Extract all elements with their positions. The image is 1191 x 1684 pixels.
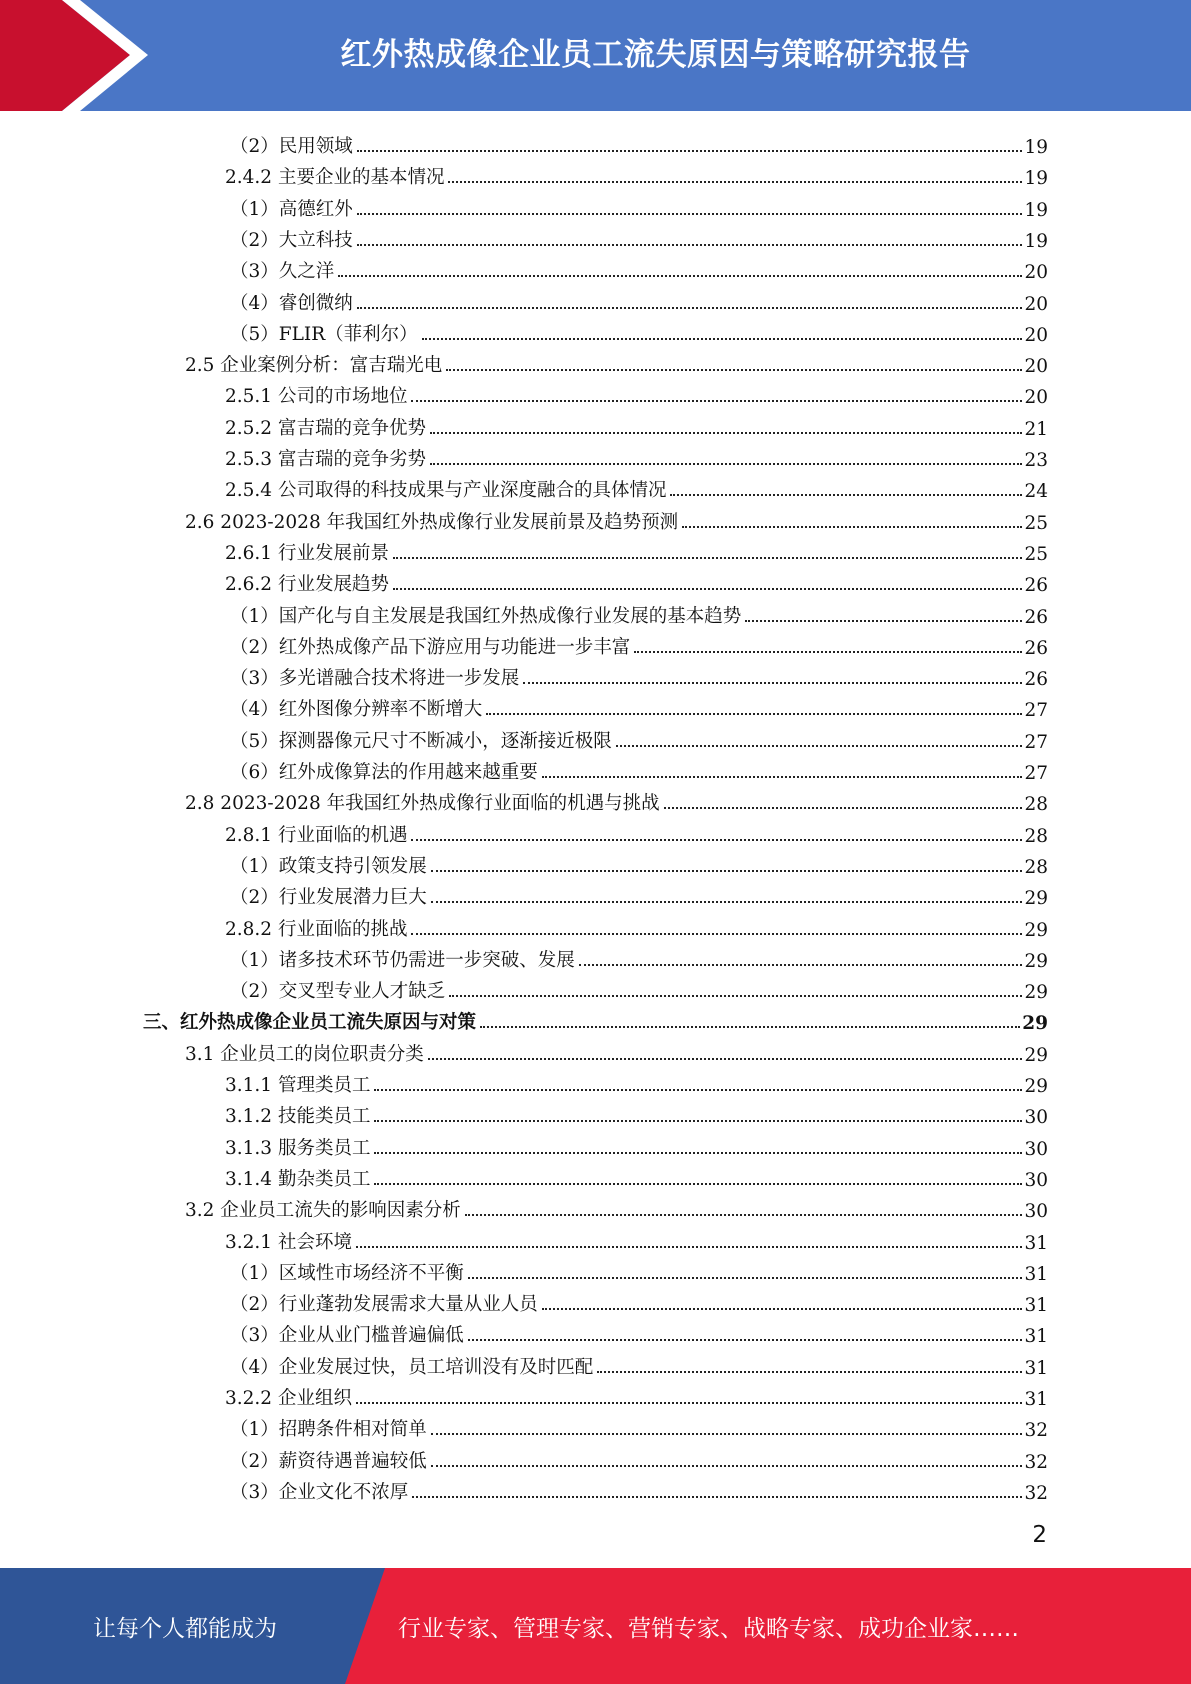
toc-entry-title: （2）薪资待遇普遍较低 [230,1450,427,1472]
toc-entry-page: 28 [1024,794,1048,816]
page-number: 2 [1032,1522,1047,1548]
toc-entry-title: 2.5.3 富吉瑞的竞争劣势 [225,449,426,470]
toc-entry-page: 32 [1024,1451,1048,1473]
toc-entry-page: 31 [1024,1263,1048,1285]
toc-entry-title: （3）企业从业门槛普遍偏低 [230,1325,464,1347]
toc-entry-page: 29 [1022,1013,1048,1035]
toc-entry-title: 2.8.2 行业面临的挑战 [225,918,408,940]
toc-entry-page: 29 [1024,888,1048,910]
toc-leader-dots [431,1433,1023,1435]
toc-entry-title: 3.1.2 技能类员工 [225,1106,371,1128]
toc-entry-page: 25 [1024,543,1048,565]
toc-leader-dots [430,463,1022,465]
toc-entry[interactable] [230,659,1048,690]
toc-entry-page: 31 [1024,1326,1048,1348]
toc-entry-title: 2.8.1 行业面临的机遇 [225,824,408,846]
toc-entry-title: （2）行业蓬勃发展需求大量从业人员 [230,1294,538,1316]
toc-entry-page: 19 [1024,137,1048,158]
toc-leader-dots [468,1339,1023,1341]
toc-entry-title: （3）企业文化不浓厚 [230,1481,409,1503]
toc-entry-title: 3.1.1 管理类员工 [225,1075,371,1096]
toc-entry-title: （4）红外图像分辨率不断增大 [230,699,483,721]
toc-entry-page: 27 [1024,763,1048,784]
toc-entry-page: 31 [1024,1232,1048,1254]
toc-leader-dots [356,1246,1023,1248]
toc-entry[interactable] [185,1035,1048,1066]
toc-leader-dots [374,1183,1022,1185]
toc-entry[interactable] [230,1348,1048,1379]
toc-entry-title: （2）民用领域 [230,136,353,157]
toc-leader-dots [356,1402,1023,1404]
toc-entry[interactable] [230,753,1048,784]
toc-entry[interactable] [230,1410,1048,1441]
toc-entry[interactable] [225,534,1048,565]
toc-entry[interactable] [230,127,1048,158]
toc-entry-page: 30 [1024,1201,1048,1223]
footer-slogan-right: 行业专家、管理专家、营销专家、战略专家、成功企业家…… [398,1615,1019,1642]
toc-entry-page: 26 [1024,606,1048,628]
toc-entry[interactable] [230,628,1048,659]
toc-leader-dots [428,1058,1023,1060]
toc-entry-title: 3.1 企业员工的岗位职责分类 [185,1043,424,1065]
toc-leader-dots [542,776,1023,778]
toc-leader-dots [411,933,1022,935]
toc-entry-page: 28 [1024,825,1048,847]
toc-entry-page: 26 [1024,575,1048,597]
toc-entry-page: 30 [1024,1107,1048,1129]
toc-entry[interactable] [225,1223,1048,1254]
toc-entry[interactable] [230,878,1048,909]
toc-entry-page: 20 [1024,324,1048,346]
toc-entry-page: 21 [1024,418,1048,440]
toc-leader-dots [446,369,1022,371]
toc-leader-dots [374,1120,1022,1122]
toc-entry-title: 三、红外热成像企业员工流失原因与对策 [143,1012,477,1034]
report-title: 红外热成像企业员工流失原因与策略研究报告 [340,36,971,73]
toc-entry-title: （3）久之洋 [230,261,335,283]
toc-entry-title: 2.6 2023-2028 年我国红外热成像行业发展前景及趋势预测 [185,511,679,533]
toc-entry[interactable] [185,503,1048,534]
toc-entry-title: 2.5.2 富吉瑞的竞争优势 [225,417,426,439]
toc-entry-title: 2.4.2 主要企业的基本情况 [225,167,445,189]
toc-entry[interactable] [230,190,1048,221]
toc-leader-dots [542,1308,1023,1310]
toc-entry-title: 3.2.2 企业组织 [225,1388,352,1409]
toc-entry-page: 30 [1024,1138,1048,1160]
toc-leader-dots [682,526,1022,528]
toc-entry[interactable] [230,941,1048,972]
toc-leader-dots [579,964,1023,966]
toc-entry-page: 26 [1024,669,1048,691]
page-header [0,0,1191,111]
toc-entry[interactable] [230,690,1048,721]
toc-entry-title: （1）高德红外 [230,198,353,220]
toc-entry-page: 23 [1024,450,1048,471]
toc-leader-dots [480,1026,1020,1028]
toc-entry-title: （1）诸多技术环节仍需进一步突破、发展 [230,949,575,971]
toc-entry-page: 30 [1024,1169,1048,1191]
toc-entry[interactable] [225,1160,1048,1191]
toc-leader-dots [431,901,1023,903]
toc-entry-page: 19 [1024,199,1048,221]
toc-entry[interactable] [143,1003,1048,1034]
toc-entry-title: （4）企业发展过快，员工培训没有及时匹配 [230,1356,594,1378]
toc-leader-dots [745,620,1022,622]
toc-entry-page: 29 [1024,950,1048,972]
toc-entry-title: 3.2 企业员工流失的影响因素分析 [185,1200,461,1222]
toc-entry[interactable] [230,315,1048,346]
toc-leader-dots [412,1496,1022,1498]
toc-entry-title: （4）睿创微纳 [230,292,353,314]
toc-leader-dots [597,1371,1022,1373]
toc-leader-dots [338,275,1022,277]
toc-entry[interactable] [230,972,1048,1003]
toc-entry-page: 29 [1024,1044,1048,1066]
toc-entry-title: 3.2.1 社会环境 [225,1231,352,1253]
toc-leader-dots [448,181,1022,183]
toc-entry-title: 2.5.4 公司取得的科技成果与产业深度融合的具体情况 [225,480,667,502]
toc-entry-page: 31 [1024,1389,1048,1410]
toc-leader-dots [523,682,1022,684]
toc-entry-page: 20 [1024,262,1048,284]
toc-entry[interactable] [225,1097,1048,1128]
toc-entry-page: 24 [1024,481,1048,503]
toc-leader-dots [357,244,1023,246]
toc-leader-dots [393,588,1022,590]
toc-entry[interactable] [225,565,1048,596]
toc-entry[interactable] [230,284,1048,315]
toc-leader-dots [431,870,1023,872]
toc-leader-dots [670,494,1022,496]
toc-entry-title: （2）大立科技 [230,229,353,251]
toc-entry[interactable] [230,1285,1048,1316]
toc-entry-title: 2.6.2 行业发展趋势 [225,574,389,596]
toc-entry-title: （6）红外成像算法的作用越来越重要 [230,762,538,783]
toc-entry[interactable] [225,409,1048,440]
toc-leader-dots [431,1465,1023,1467]
toc-entry-page: 29 [1024,982,1048,1004]
toc-entry-page: 28 [1024,856,1048,878]
toc-entry[interactable] [225,910,1048,941]
toc-entry-page: 29 [1024,1076,1048,1097]
toc-entry[interactable] [230,1473,1048,1504]
page-footer [0,1568,1191,1684]
toc-entry-title: （1）区域性市场经济不平衡 [230,1262,464,1284]
toc-leader-dots [486,713,1022,715]
toc-entry-title: 2.6.1 行业发展前景 [225,542,389,564]
toc-leader-dots [616,745,1023,747]
toc-leader-dots [634,651,1022,653]
toc-entry-page: 32 [1024,1482,1048,1504]
toc-entry[interactable] [230,722,1048,753]
toc-entry[interactable] [230,1254,1048,1285]
toc-entry[interactable] [225,377,1048,408]
toc-entry[interactable] [230,847,1048,878]
toc-entry[interactable] [225,158,1048,189]
toc-leader-dots [430,432,1022,434]
toc-entry-page: 29 [1024,919,1048,941]
toc-entry-page: 27 [1024,700,1048,722]
toc-entry[interactable] [185,784,1048,815]
toc-entry-page: 19 [1024,230,1048,252]
toc-entry-title: （1）招聘条件相对简单 [230,1419,427,1441]
toc-entry[interactable] [185,346,1048,377]
toc-entry[interactable] [225,1129,1048,1160]
toc-entry-title: 3.1.3 服务类员工 [225,1137,371,1159]
toc-entry-page: 25 [1024,512,1048,534]
toc-entry[interactable] [225,440,1048,471]
toc-entry[interactable] [230,1316,1048,1347]
toc-entry-page: 20 [1024,387,1048,409]
toc-leader-dots [411,400,1022,402]
toc-entry[interactable] [225,1066,1048,1097]
toc-leader-dots [357,150,1023,152]
toc-entry[interactable] [230,1442,1048,1473]
toc-entry-title: 2.8 2023-2028 年我国红外热成像行业面临的机遇与挑战 [185,793,660,815]
toc-entry-page: 26 [1024,637,1048,659]
toc-leader-dots [357,213,1023,215]
toc-entry-page: 31 [1024,1357,1048,1379]
toc-entry[interactable] [225,471,1048,502]
toc-entry[interactable] [230,252,1048,283]
toc-leader-dots [374,1152,1022,1154]
toc-entry-title: （2）红外热成像产品下游应用与功能进一步丰富 [230,636,631,658]
toc-entry-title: （3）多光谱融合技术将进一步发展 [230,668,520,690]
toc-leader-dots [393,557,1022,559]
toc-entry-page: 32 [1024,1420,1048,1442]
toc-entry-title: 3.1.4 勤杂类员工 [225,1168,371,1190]
toc-leader-dots [468,1277,1023,1279]
toc-entry-page: 20 [1024,293,1048,315]
toc-entry-title: 2.5 企业案例分析：富吉瑞光电 [185,355,443,377]
toc-leader-dots [374,1089,1022,1091]
toc-entry-page: 20 [1024,356,1048,378]
toc-entry[interactable] [185,1191,1048,1222]
toc-leader-dots [664,807,1023,809]
toc-entry[interactable] [225,1379,1048,1410]
toc-entry[interactable] [230,221,1048,252]
toc-entry-title: （2）交叉型专业人才缺乏 [230,981,446,1003]
toc-entry-title: （5）探测器像元尺寸不断减小，逐渐接近极限 [230,730,612,752]
footer-slogan-left: 让每个人都能成为 [93,1615,277,1642]
toc-entry-page: 19 [1024,168,1048,190]
toc-entry-page: 27 [1024,731,1048,753]
toc-entry-title: （1）政策支持引领发展 [230,855,427,877]
toc-entry[interactable] [230,597,1048,628]
toc-leader-dots [411,839,1022,841]
toc-entry-title: 2.5.1 公司的市场地位 [225,386,408,408]
toc-leader-dots [357,307,1023,309]
toc-entry-title: （1）国产化与自主发展是我国红外热成像行业发展的基本趋势 [230,605,742,627]
toc-leader-dots [465,1214,1023,1216]
toc-leader-dots [449,995,1022,997]
toc-entry[interactable] [225,816,1048,847]
toc-entry-title: （2）行业发展潜力巨大 [230,887,427,909]
toc-entry-page: 31 [1024,1295,1048,1317]
toc-entry-title: （5）FLIR（菲利尔） [230,323,418,345]
toc-leader-dots [422,338,1023,340]
